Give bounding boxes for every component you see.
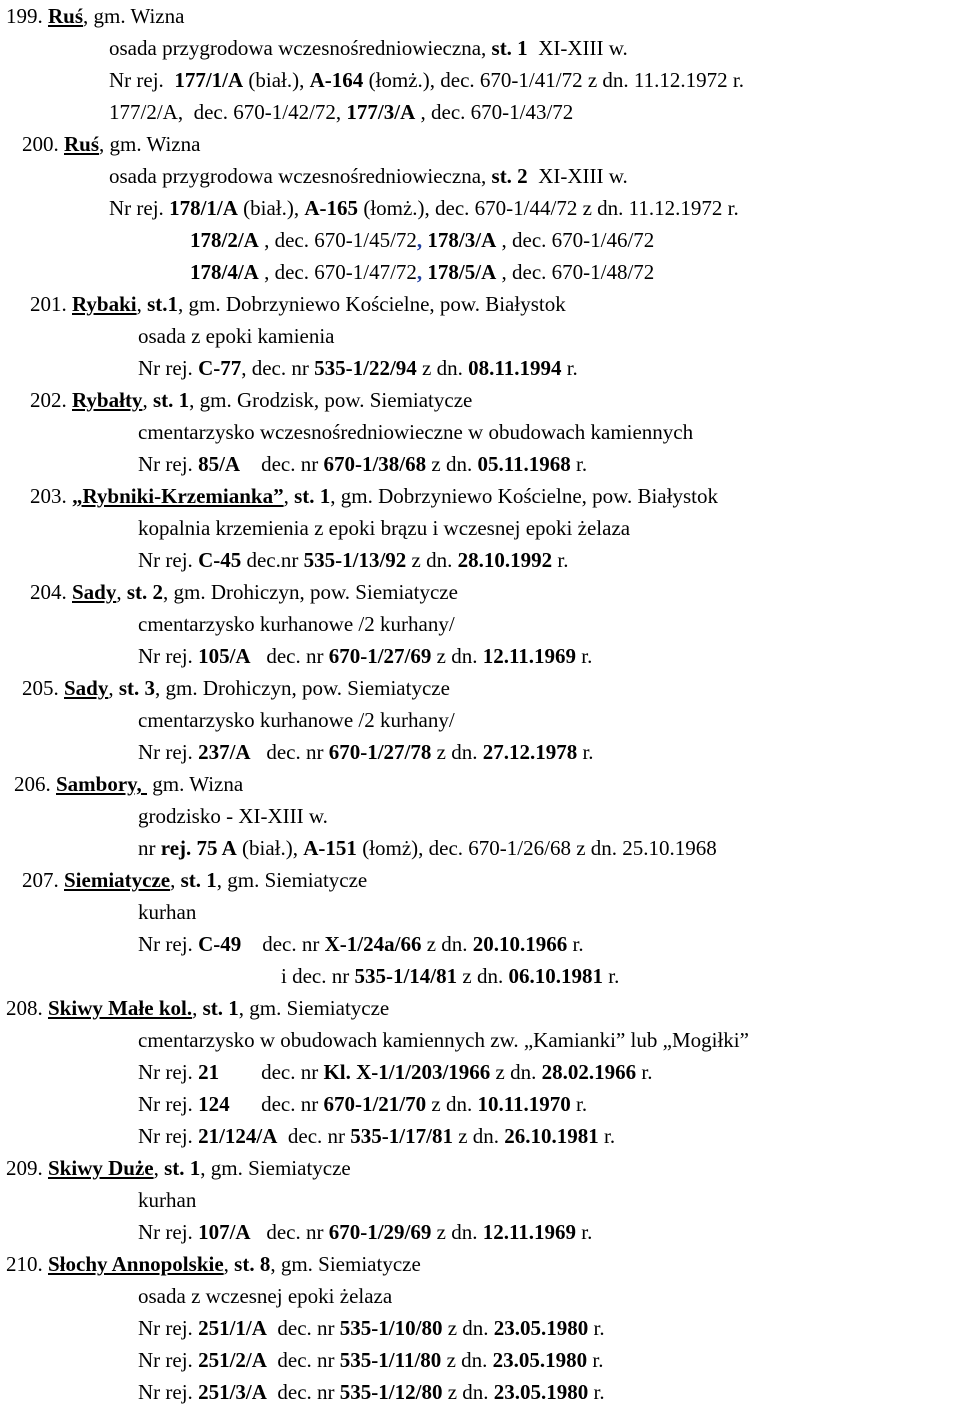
text-run: (łomż), dec. 670-1/26/68 z dn. 25.10.1968 (356, 836, 717, 860)
entry-line (109, 64, 744, 96)
text-run: 205. (22, 676, 64, 700)
text-run: 23.05.1980 (493, 1380, 589, 1404)
text-run: 206. (14, 772, 56, 796)
text-run: r. (576, 644, 593, 668)
text-run: z dn. (406, 548, 458, 572)
place-name: Sambory, (56, 772, 148, 796)
text-run: Nr rej. (138, 1380, 199, 1404)
place-name: Rybaki (72, 292, 137, 316)
text-run: 26.10.1981 (504, 1124, 599, 1148)
text-run: (biał.), (243, 68, 310, 92)
text-run: , gm. Wizna (99, 132, 201, 156)
text-run: , (416, 228, 423, 252)
entry-line (138, 352, 578, 384)
text-run: nr (138, 836, 161, 860)
text-run: dec. nr (266, 1380, 340, 1404)
text-run: z dn. (426, 452, 478, 476)
text-run: 107/A (198, 1220, 251, 1244)
text-run: 204. (30, 580, 72, 604)
text-run: 27.12.1978 (482, 740, 578, 764)
text-run: Nr rej. (138, 356, 199, 380)
text-run: r. (587, 1348, 604, 1372)
entry-line (138, 608, 455, 640)
text-run: 10.11.1970 (477, 1092, 571, 1116)
entry-line (138, 1184, 196, 1216)
text-run: i dec. nr (281, 964, 355, 988)
text-run: Nr rej. (138, 740, 199, 764)
entry-heading (6, 1248, 421, 1280)
text-run: dec.nr (241, 548, 304, 572)
text-run: dec. nr (241, 932, 325, 956)
text-run: 670-1/21/70 (323, 1092, 427, 1116)
entry-heading (30, 480, 718, 512)
text-run: 21 (198, 1060, 220, 1084)
text-run: , (108, 676, 119, 700)
text-run: r. (577, 740, 594, 764)
text-run: st. 2 (491, 164, 528, 188)
entry-line (190, 224, 654, 256)
text-run: dec. nr (219, 1060, 324, 1084)
text-run: dec. nr (250, 644, 329, 668)
text-run: , gm. Wizna (83, 4, 185, 28)
text-run: st. 1 (491, 36, 528, 60)
text-run: , (170, 868, 181, 892)
text-run: 178/5/A (427, 260, 497, 284)
text-run: z dn. (441, 1348, 493, 1372)
text-run: 203. (30, 484, 72, 508)
entry-heading (22, 672, 450, 704)
text-run: z dn. (426, 1092, 478, 1116)
entry-line (138, 1344, 603, 1376)
text-run: 20.10.1966 (472, 932, 568, 956)
text-run: 28.02.1966 (541, 1060, 637, 1084)
entry-line (281, 960, 619, 992)
entry-line (138, 800, 328, 832)
text-run: r. (570, 1092, 588, 1116)
text-run: 199. (6, 4, 48, 28)
text-run: Nr rej. (138, 1348, 199, 1372)
text-run: st. 2 (126, 580, 164, 604)
entry-line (138, 320, 335, 352)
text-run: cmentarzysko wczesnośredniowieczne w obudowach kamiennych (138, 420, 694, 444)
text-run: z dn. (416, 356, 469, 380)
place-name: Sady (64, 676, 109, 700)
entry-heading (30, 384, 472, 416)
text-run: 670-1/27/78 (328, 740, 432, 764)
text-run: , dec. 670-1/43/72 (415, 100, 574, 124)
entry-line (138, 736, 594, 768)
text-run: st. 1 (164, 1156, 201, 1180)
place-name: Skiwy Małe kol. (48, 996, 193, 1020)
text-run: 05.11.1968 (477, 452, 571, 476)
entry-heading (6, 1152, 351, 1184)
text-run: 535-1/14/81 (354, 964, 458, 988)
text-run: st. 1 (202, 996, 239, 1020)
text-run: 178/2/A (190, 228, 259, 252)
text-run: cmentarzysko kurhanowe /2 kurhany/ (138, 612, 455, 636)
place-name: Sady (72, 580, 117, 604)
place-name: Ruś (64, 132, 100, 156)
entry-line (138, 448, 587, 480)
text-run: Nr rej. (109, 196, 170, 220)
text-run: 208. (6, 996, 48, 1020)
entry-line (138, 1120, 615, 1152)
text-run: st. 1 (180, 868, 217, 892)
text-run: cmentarzysko w obudowach kamiennych zw. „Kamianki” lub „Mogiłki” (138, 1028, 749, 1052)
text-run: 535-1/10/80 (339, 1316, 443, 1340)
text-run: 177/1/A (174, 68, 244, 92)
text-run: Nr rej. (138, 1316, 199, 1340)
text-run: r. (570, 452, 588, 476)
text-run: 209. (6, 1156, 48, 1180)
text-run: 21/124/A (198, 1124, 278, 1148)
text-run: osada z epoki kamienia (138, 324, 335, 348)
entry-line (138, 544, 568, 576)
entry-heading (30, 576, 458, 608)
text-run: z dn. (431, 1220, 483, 1244)
entry-heading (22, 864, 367, 896)
text-run: rej. (160, 836, 192, 860)
entry-line (138, 1088, 587, 1120)
text-run: dec. nr (266, 1316, 340, 1340)
text-run: r. (576, 1220, 593, 1244)
text-run: r. (588, 1380, 605, 1404)
text-run: 251/1/A (198, 1316, 267, 1340)
text-run: Nr rej. (109, 68, 175, 92)
text-run: 12.11.1969 (482, 1220, 577, 1244)
text-run: , (192, 996, 203, 1020)
text-run: 670-1/38/68 (323, 452, 427, 476)
entry-line (190, 256, 654, 288)
entry-line (138, 512, 630, 544)
text-run: z dn. (442, 1380, 494, 1404)
text-run: , gm. Drohiczyn, pow. Siemiatycze (155, 676, 450, 700)
text-run: osada przygrodowa wczesnośredniowieczna, (109, 36, 492, 60)
text-run: (biał.), (237, 196, 305, 220)
text-run: , gm. Siemiatycze (270, 1252, 421, 1276)
text-run: osada z wczesnej epoki żelaza (138, 1284, 393, 1308)
text-run: r. (567, 932, 584, 956)
text-run: 207. (22, 868, 64, 892)
text-run: 75 A (196, 836, 237, 860)
text-run: st. 8 (234, 1252, 271, 1276)
place-name: Skiwy Duże (48, 1156, 154, 1180)
text-run: st. 1 (152, 388, 190, 412)
text-run: , gm. Siemiatycze (200, 1156, 351, 1180)
text-run: , (142, 388, 153, 412)
entry-heading (22, 128, 200, 160)
text-run: 177/2/A (109, 100, 178, 124)
text-run: , gm. Dobrzyniewo Kościelne, pow. Białystok (178, 292, 566, 316)
text-run: 200. (22, 132, 64, 156)
text-run: dec. nr (240, 452, 324, 476)
text-run: Nr rej. (138, 1220, 199, 1244)
text-run: , dec. 670-1/46/72 (496, 228, 655, 252)
text-run: (łomż.), dec. 670-1/44/72 z dn. 11.12.1972 r. (358, 196, 739, 220)
text-run: dec. nr (250, 740, 329, 764)
text-run: C-45 (198, 548, 242, 572)
text-run: , dec. 670-1/42/72, (177, 100, 347, 124)
place-name: Rybałty (72, 388, 143, 412)
text-run: 251/3/A (198, 1380, 267, 1404)
entry-line (138, 896, 196, 928)
text-run: 06.10.1981 (508, 964, 603, 988)
entry-line (138, 832, 717, 864)
text-run: gm. Wizna (147, 772, 244, 796)
text-run: Nr rej. (138, 932, 199, 956)
text-run: , (416, 260, 423, 284)
text-run: 535-1/13/92 (303, 548, 407, 572)
entry-line (138, 1376, 605, 1408)
text-run: kopalnia krzemienia z epoki brązu i wczesnej epoki żelaza (138, 516, 631, 540)
place-name: Ruś (48, 4, 84, 28)
text-run: , dec. nr (241, 356, 315, 380)
text-run: , dec. 670-1/47/72 (258, 260, 417, 284)
text-run: 670-1/27/69 (328, 644, 432, 668)
text-run: Nr rej. (138, 548, 199, 572)
text-run: A-151 (303, 836, 357, 860)
text-run: Nr rej. (138, 1092, 199, 1116)
text-run: r. (598, 1124, 616, 1148)
text-run: XI-XIII w. (527, 164, 628, 188)
text-run: , dec. 670-1/45/72 (258, 228, 417, 252)
text-run: z dn. (452, 1124, 505, 1148)
text-run: st.1 (147, 292, 179, 316)
place-name: „Rybniki-Krzemianka” (72, 484, 284, 508)
text-run: dec. nr (277, 1124, 351, 1148)
text-run: 201. (30, 292, 72, 316)
entry-line (138, 1280, 392, 1312)
entry-line (138, 1216, 592, 1248)
text-run: , (116, 580, 127, 604)
text-run: Nr rej. (138, 644, 199, 668)
entry-line (138, 416, 693, 448)
text-run: dec. nr (229, 1092, 324, 1116)
text-run: 535-1/11/80 (339, 1348, 442, 1372)
place-name: Siemiatycze (64, 868, 171, 892)
text-run: , gm. Dobrzyniewo Kościelne, pow. Białystok (330, 484, 718, 508)
text-run: 535-1/17/81 (350, 1124, 453, 1148)
text-run: r. (602, 964, 620, 988)
text-run: osada przygrodowa wczesnośredniowieczna, (109, 164, 492, 188)
text-run: 237/A (198, 740, 251, 764)
entry-line (109, 192, 739, 224)
text-run: A-164 (309, 68, 364, 92)
text-run: grodzisko - XI-XIII w. (138, 804, 328, 828)
place-name: Słochy Annopolskie (48, 1252, 224, 1276)
text-run: 23.05.1980 (493, 1316, 589, 1340)
text-run: 12.11.1969 (482, 644, 577, 668)
text-run: 124 (198, 1092, 230, 1116)
text-run: A-165 (304, 196, 359, 220)
text-run: r. (552, 548, 569, 572)
entry-line (138, 1312, 605, 1344)
text-run: 105/A (198, 644, 251, 668)
text-run: , gm. Grodzisk, pow. Siemiatycze (189, 388, 473, 412)
text-run: Nr rej. (138, 452, 199, 476)
text-run: z dn. (431, 740, 483, 764)
text-run: dec. nr (266, 1348, 340, 1372)
text-run: , (153, 1156, 165, 1180)
entry-heading (30, 288, 566, 320)
text-run: 178/3/A (427, 228, 497, 252)
text-run: 178/1/A (169, 196, 238, 220)
text-run: 85/A (198, 452, 241, 476)
text-run: (biał.), (236, 836, 304, 860)
text-run: z dn. (421, 932, 473, 956)
text-run: , dec. 670-1/48/72 (496, 260, 655, 284)
text-run: 210. (6, 1252, 48, 1276)
text-run: (łomż.), dec. 670-1/41/72 z dn. 11.12.1972 r. (363, 68, 744, 92)
entry-line (138, 1056, 652, 1088)
entry-line (109, 160, 628, 192)
text-run: z dn. (490, 1060, 542, 1084)
text-run: Kl. X-1/1/203/1966 (323, 1060, 491, 1084)
text-run: , gm. Siemiatycze (238, 996, 390, 1020)
entry-line (109, 32, 628, 64)
text-run: 535-1/22/94 (314, 356, 417, 380)
text-run: , gm. Siemiatycze (216, 868, 368, 892)
text-run: X-1/24a/66 (324, 932, 422, 956)
entry-line (138, 640, 592, 672)
text-run: 251/2/A (198, 1348, 267, 1372)
text-run: kurhan (138, 1188, 197, 1212)
text-run: cmentarzysko kurhanowe /2 kurhany/ (138, 708, 455, 732)
text-run: r. (588, 1316, 605, 1340)
text-run: 535-1/12/80 (339, 1380, 443, 1404)
text-run: z dn. (442, 1316, 494, 1340)
text-run: z dn. (457, 964, 509, 988)
text-run: Nr rej. (138, 1060, 199, 1084)
text-run: 177/3/A (346, 100, 416, 124)
text-run: 670-1/29/69 (328, 1220, 432, 1244)
text-run: r. (561, 356, 578, 380)
text-run: 23.05.1980 (492, 1348, 588, 1372)
text-run: Nr rej. (138, 1124, 199, 1148)
text-run: 202. (30, 388, 72, 412)
entry-line (138, 1024, 749, 1056)
text-run: st. 3 (118, 676, 156, 700)
text-run: , (136, 292, 148, 316)
entry-line (138, 704, 455, 736)
entry-heading (6, 992, 389, 1024)
text-run: , gm. Drohiczyn, pow. Siemiatycze (163, 580, 458, 604)
entry-heading (14, 768, 243, 800)
text-run: , (283, 484, 295, 508)
text-run: , (223, 1252, 235, 1276)
text-run: r. (636, 1060, 653, 1084)
text-run: C-49 (198, 932, 242, 956)
text-run: C-77 (198, 356, 242, 380)
text-run: 28.10.1992 (457, 548, 553, 572)
text-run: dec. nr (250, 1220, 329, 1244)
text-run: st. 1 (294, 484, 331, 508)
text-run: 178/4/A (190, 260, 259, 284)
entry-line (109, 96, 573, 128)
entry-line (138, 928, 584, 960)
entry-heading (6, 0, 184, 32)
text-run: XI-XIII w. (527, 36, 628, 60)
text-run: kurhan (138, 900, 197, 924)
text-run: 08.11.1994 (468, 356, 562, 380)
text-run: z dn. (431, 644, 483, 668)
